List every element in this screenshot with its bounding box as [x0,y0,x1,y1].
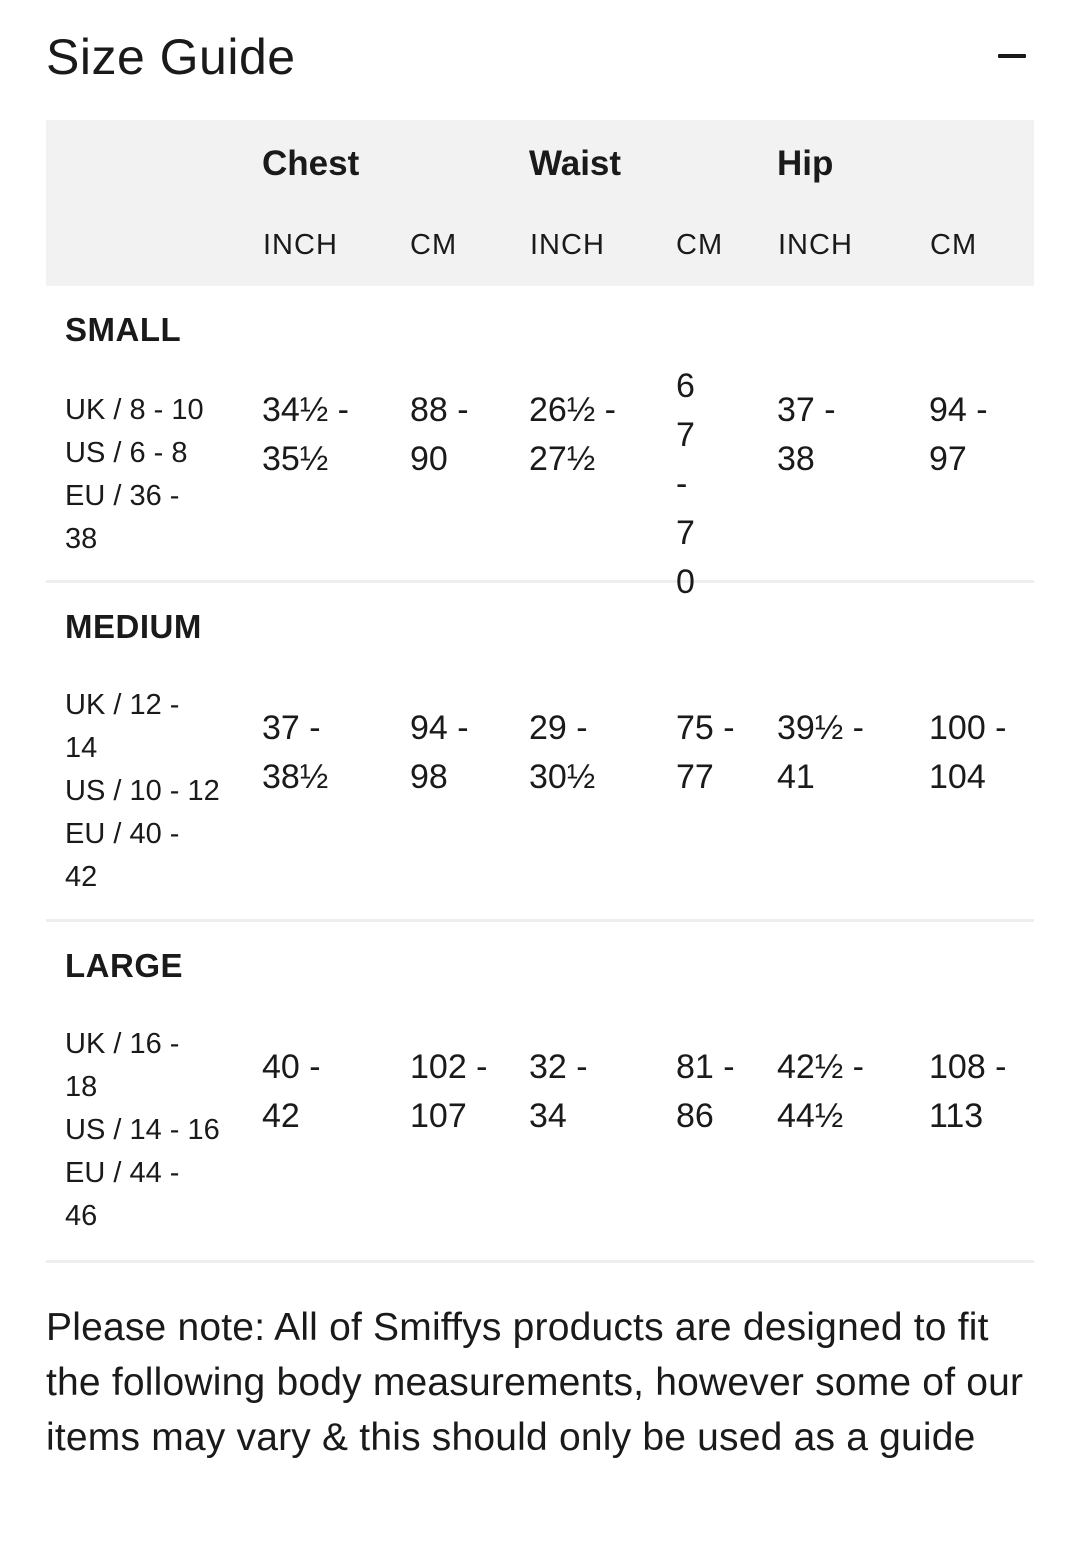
table-header [46,120,1034,286]
hip-inch-value: 42½ - 44½ [777,1048,864,1135]
chest-cm-value: 88 - 90 [410,391,469,478]
size-line: UK / 16 - [65,1028,180,1060]
size-guide-header[interactable] [46,22,1034,92]
table-row [46,922,1034,1263]
chest-cm-value: 102 - 107 [410,1048,488,1135]
page-title: Size Guide [46,29,296,85]
chest-inch-value: 40 - 42 [262,1048,321,1135]
waist-cm-value: 67 - 70 [676,367,695,601]
hip-cm-value: 108 - 113 [929,1048,1007,1135]
waist-cm-value: 81 - 86 [676,1048,735,1135]
unit-waist-inch: INCH [530,229,605,261]
size-note: Please note: All of Smiffys products are designed to fit the following body measurements, however some of our items may vary & this should only be used as a guide [46,1306,1024,1459]
hip-inch-value: 37 - 38 [777,391,836,478]
size-equivalents [65,684,237,899]
minus-icon-bar [998,54,1026,58]
header-waist: Waist [529,144,622,183]
size-line: EU / 36 - [65,480,180,512]
chest-inch-value: 34½ - 35½ [262,391,349,478]
minus-icon[interactable] [998,40,1028,70]
waist-cm-value: 75 - 77 [676,709,735,796]
header-chest: Chest [262,144,360,183]
size-line: 42 [65,861,98,893]
waist-inch-value: 29 - 30½ [529,709,596,796]
size-line: UK / 12 - [65,689,180,721]
chest-cm-value: 94 - 98 [410,709,469,796]
size-name: MEDIUM [65,608,202,645]
table-row [46,583,1034,922]
size-line: UK / 8 - 10 [65,394,204,426]
size-line: 46 [65,1200,98,1232]
size-line: US / 10 - 12 [65,775,220,807]
waist-inch-value: 26½ - 27½ [529,391,616,478]
unit-waist-cm: CM [676,229,724,261]
size-line: 38 [65,523,98,555]
waist-inch-value: 32 - 34 [529,1048,588,1135]
unit-chest-cm: CM [410,229,458,261]
size-name: LARGE [65,947,183,984]
hip-cm-value: 100 - 104 [929,709,1007,796]
unit-chest-inch: INCH [263,229,338,261]
size-line: 14 [65,732,98,764]
table-row [46,286,1034,601]
size-equivalents [65,1023,237,1238]
size-table [46,120,1034,1263]
size-name: SMALL [65,311,182,348]
size-line: US / 6 - 8 [65,437,188,469]
hip-cm-value: 94 - 97 [929,391,988,478]
size-line: EU / 44 - [65,1157,180,1189]
size-line: EU / 40 - [65,818,180,850]
size-equivalents [65,389,237,561]
unit-hip-cm: CM [930,229,978,261]
chest-inch-value: 37 - 38½ [262,709,329,796]
size-line: 18 [65,1071,98,1103]
header-hip: Hip [777,144,834,183]
size-line: US / 14 - 16 [65,1114,220,1146]
unit-hip-inch: INCH [778,229,853,261]
hip-inch-value: 39½ - 41 [777,709,864,796]
